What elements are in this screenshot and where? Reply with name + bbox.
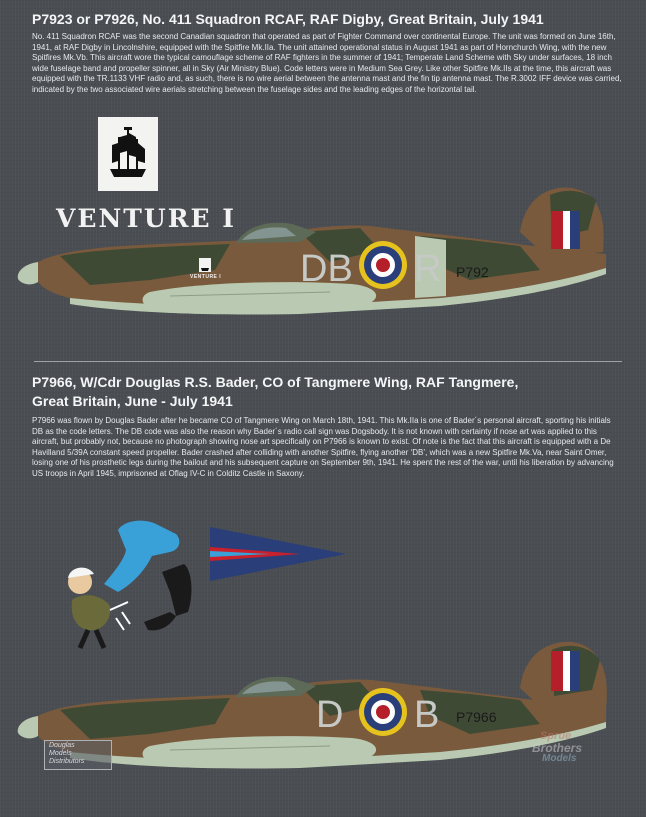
logo-right-line2: Brothers — [532, 741, 583, 755]
logo-left-line2: Models — [49, 750, 72, 757]
fuselage-nose-art-text: VENTURE I — [190, 274, 222, 280]
sprue-brothers-watermark — [532, 730, 624, 766]
code-letter-d: D — [316, 694, 344, 736]
code-letters-left: DB — [300, 248, 353, 290]
logo-left-line1: Douglas — [49, 742, 75, 749]
logo-right-line1: Sprue — [540, 730, 572, 742]
section2-title-line1: P7966, W/Cdr Douglas R.S. Bader, CO of Tangmere Wing, RAF Tangmere, — [32, 374, 519, 390]
code-letter-right: R — [414, 248, 442, 290]
nose-art-name: VENTURE I — [56, 204, 236, 233]
section1-description: No. 411 Squadron RCAF was the second Canadian squadron that operated as part of Fighter Command over continental Europe. The unit was formed on June 16th, 1941, at RAF Digby in Lincolnshire, equipped with the Spitfire Mk.IIa. The unit attained operational status in August 1941 as part of Hornchurch Wing, with the new Spitfires Mk.Vb. This aircraft wore the typical camouflage scheme of RAF fighters in the summer of 1941; Temperate Land Scheme with Sky under surfaces, 18 inch wide fuselage band and propeller spinner, all in Sky (Air Ministry Blue). Code letters were in Medium Sea Grey. Like other Spitfire Mk.IIs at the time, this aircraft was equipped with the TR.1133 VHF radio and, as such, there is no wire aerial between the antenna mast and the fin tip antenna mast. The R.3002 IFF device was carried, indicated by the two associated wire aerials stretching between the fuselage sides and the leading edges of the horizontal tail. — [32, 32, 622, 94]
logo-left-line3: Distributors — [49, 758, 85, 765]
serial-number-p7966: P7966 — [456, 709, 497, 725]
logo-right-line3: Models — [542, 753, 577, 764]
serial-number: P792 — [456, 264, 489, 280]
section1-title: P7923 or P7926, No. 411 Squadron RCAF, RAF Digby, Great Britain, July 1941 — [32, 11, 544, 27]
douglas-models-logo — [44, 740, 112, 770]
section2-description: P7966 was flown by Douglas Bader after he became CO of Tangmere Wing on March 18th, 1941. This Mk.IIa is one of Bader´s personal aircraft, sporting his initials DB as the code letters. The DB code was also the reason why Bader´s radio call sign was Dogsbody. It is not known with certainty if nose art was applied to this aircraft, but probably not, because no photograph showing nose art specifically on P7966 is known to exist. Of note is the fact that this aircraft is equipped with a De Havilland 5/39A constant speed propeller. Bader crashed after colliding with another Spitfire, flying another ‘DB’, which was a new Spitfire Mk.Va, near Saint Omer, losing one of his prosthetic legs during the bailout and his subsequent capture on September 9th, 1941. He spent the rest of the war, until his liberation by advancing US troops in April 1945, imprisoned at Oflag IV-C in Colditz Castle in Saxony. — [32, 416, 614, 478]
section2-title-line2: Great Britain, June - July 1941 — [32, 393, 233, 409]
code-letter-b: B — [414, 694, 440, 736]
